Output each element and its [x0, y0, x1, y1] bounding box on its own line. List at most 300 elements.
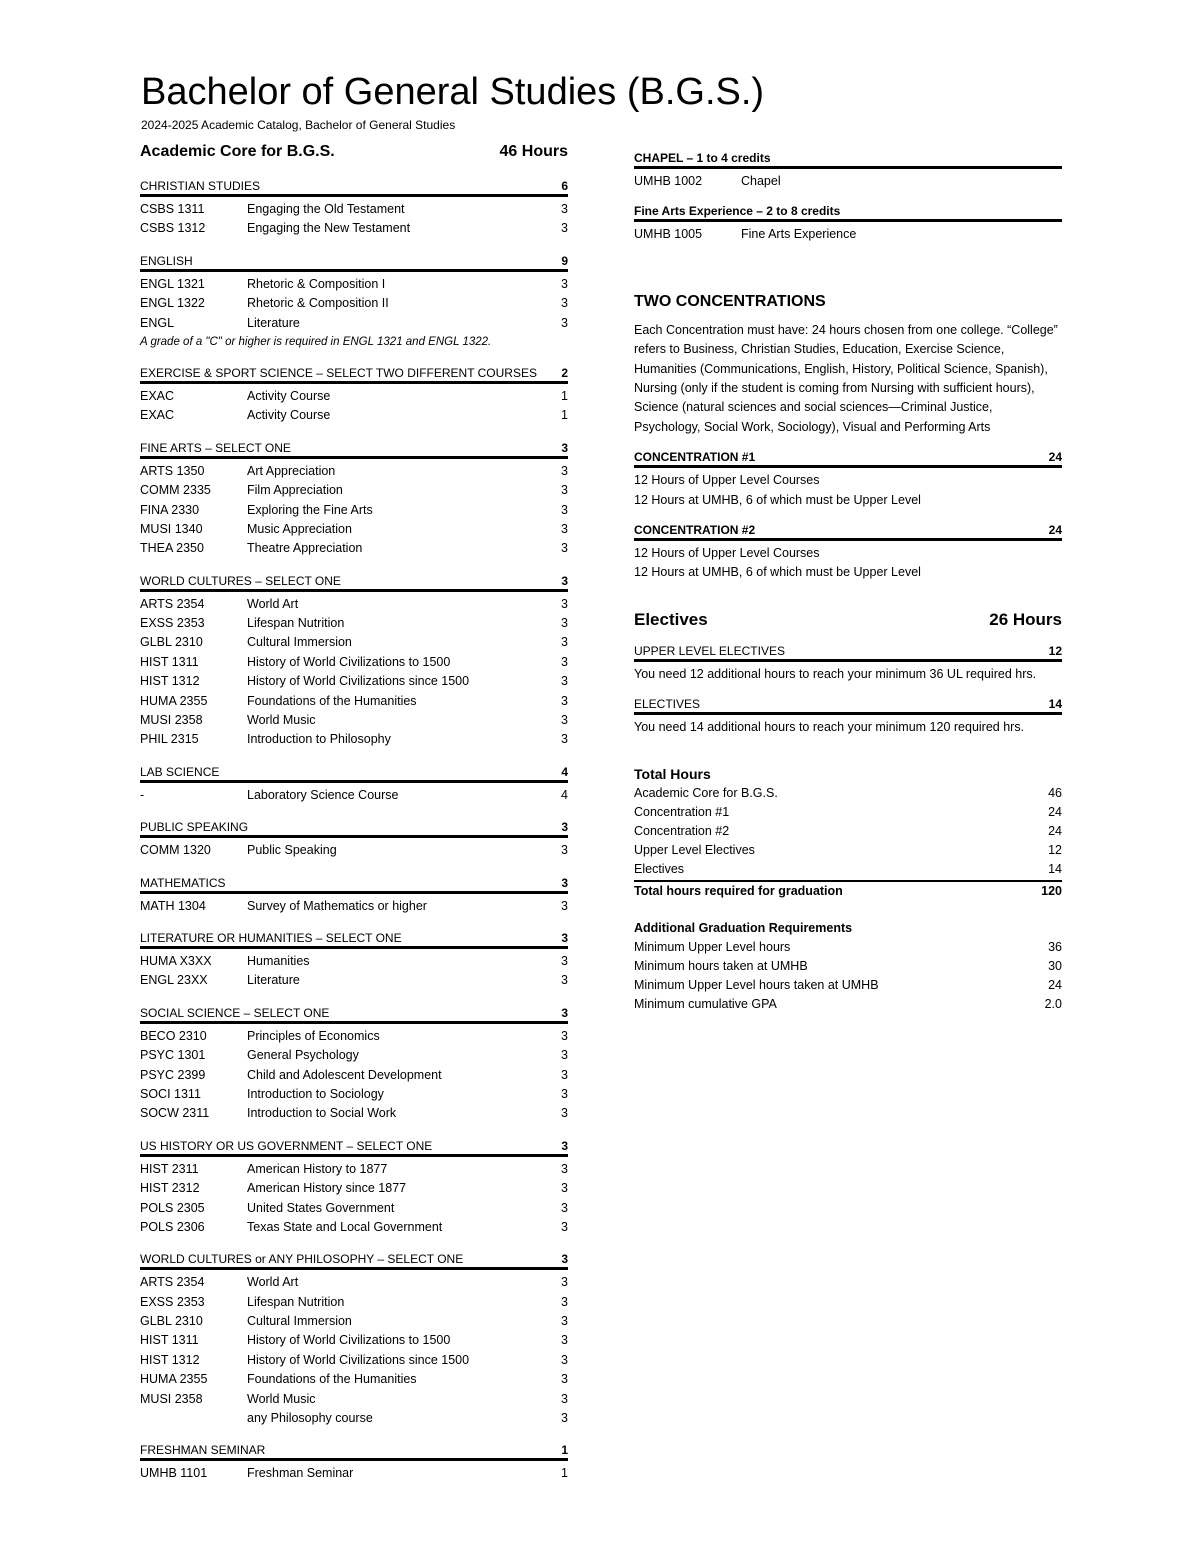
course-section — [140, 819, 568, 860]
course-credits: 3 — [561, 1333, 568, 1348]
course-section — [140, 440, 568, 559]
course-code: HIST 2312 — [140, 1181, 200, 1196]
course-row — [634, 172, 1062, 191]
course-title: Fine Arts Experience — [741, 227, 857, 242]
upper-level-electives — [634, 643, 1062, 684]
course-title: Public Speaking — [247, 843, 337, 858]
section-header — [634, 643, 1062, 662]
course-credits: 3 — [561, 521, 568, 536]
academic-core-title: Academic Core for B.G.S. — [140, 143, 335, 160]
course-row — [140, 711, 568, 730]
course-row — [140, 1273, 568, 1292]
section-header — [634, 449, 1062, 468]
course-code: - — [140, 787, 145, 802]
section-header — [140, 1138, 568, 1157]
course-row — [140, 1046, 568, 1065]
course-row — [140, 462, 568, 481]
course-code: EXSS 2353 — [140, 616, 205, 631]
section-name: LAB SCIENCE — [140, 764, 220, 779]
course-code: ENGL 1322 — [140, 296, 205, 311]
additional-requirement-row — [634, 957, 1062, 976]
course-title: History of World Civilizations to 1500 — [247, 654, 451, 669]
course-title: Rhetoric & Composition I — [247, 276, 386, 291]
concentrations-heading: TWO CONCENTRATIONS — [634, 292, 826, 310]
course-title: Rhetoric & Composition II — [247, 296, 389, 311]
course-code: CSBS 1311 — [140, 202, 205, 216]
course-credits: 3 — [561, 732, 568, 747]
course-credits: 3 — [561, 1161, 568, 1176]
course-credits: 3 — [561, 1048, 568, 1063]
course-code: CSBS 1312 — [140, 221, 206, 236]
course-code: ARTS 1350 — [140, 463, 205, 478]
course-section — [140, 1138, 568, 1238]
section-hours: 14 — [1048, 697, 1062, 712]
section-hours: 3 — [561, 820, 568, 835]
course-title: Music Appreciation — [247, 521, 352, 536]
concentrations-description: Each Concentration must have: 24 hours chosen from one college. “College” refers to Business, Christian Studies, Education, Exercise Science, Humanities (Communications, English, History, Political Science, Spanish), Nursing (only if the student is coming from Nursing with sufficient hours), Science (natural sciences and social sciences—Criminal Justice, Psychology, Social Work, Sociology), Visual and Performing Arts — [634, 322, 1058, 434]
course-row — [140, 1179, 568, 1198]
course-row — [140, 653, 568, 672]
section-hours: 3 — [561, 1138, 568, 1153]
course-code: HIST 1312 — [140, 674, 200, 689]
total-hours-row — [634, 860, 1062, 879]
course-credits: 3 — [561, 1391, 568, 1406]
course-code: ARTS 2354 — [140, 596, 205, 611]
section-hours: 4 — [561, 764, 568, 779]
course-credits: 3 — [561, 1181, 568, 1196]
section-header — [140, 1005, 568, 1024]
course-row — [140, 1066, 568, 1085]
course-credits: 3 — [561, 1294, 568, 1309]
course-credits: 3 — [561, 1200, 568, 1215]
course-section — [140, 253, 568, 351]
total-row-value: 24 — [1048, 804, 1062, 819]
additional-requirements-heading: Additional Graduation Requirements — [634, 920, 853, 935]
course-code: FINA 2330 — [140, 502, 200, 517]
course-credits: 3 — [561, 502, 568, 517]
course-row — [140, 971, 568, 990]
course-row — [140, 1160, 568, 1179]
course-row — [634, 225, 1062, 244]
course-credits: 3 — [561, 541, 568, 556]
course-title: Foundations of the Humanities — [247, 1372, 417, 1387]
course-row — [140, 219, 568, 238]
course-code: GLBL 2310 — [140, 635, 203, 650]
section-hours: 12 — [1048, 643, 1062, 658]
course-title: Activity Course — [247, 388, 331, 403]
section-name: FRESHMAN SEMINAR — [140, 1443, 266, 1458]
course-title: Lifespan Nutrition — [247, 616, 345, 631]
total-hours-table — [634, 784, 1062, 880]
total-hours-row — [634, 803, 1062, 822]
course-title: United States Government — [247, 1200, 395, 1215]
general-electives — [634, 696, 1062, 737]
course-credits: 3 — [561, 596, 568, 611]
total-hours-row — [634, 841, 1062, 860]
course-code: HIST 1311 — [140, 654, 199, 669]
section-header — [140, 440, 568, 459]
course-row — [140, 633, 568, 652]
course-title: Humanities — [247, 953, 310, 968]
course-section — [140, 365, 568, 426]
course-credits: 3 — [561, 898, 568, 913]
section-header — [140, 819, 568, 838]
course-row — [140, 1199, 568, 1218]
course-row — [140, 595, 568, 614]
requirement-value: 30 — [1048, 959, 1062, 974]
section-header — [140, 930, 568, 949]
course-title: World Music — [247, 1391, 316, 1406]
course-title: Theatre Appreciation — [247, 541, 363, 556]
total-row-value: 12 — [1048, 843, 1062, 858]
course-code — [140, 1409, 247, 1428]
total-row-label: Concentration #2 — [634, 824, 730, 839]
section-note: A grade of a "C" or higher is required in ENGL 1321 and ENGL 1322. — [140, 335, 492, 348]
total-hours-row — [634, 822, 1062, 841]
course-code: HIST 1312 — [140, 1352, 200, 1367]
course-code: SOCI 1311 — [140, 1086, 201, 1101]
course-credits: 3 — [561, 1067, 568, 1082]
course-code: ENGL — [140, 315, 175, 330]
fine-arts-experience-section — [634, 203, 1062, 244]
course-credits: 3 — [561, 1314, 568, 1329]
course-title: World Art — [247, 596, 299, 611]
course-credits: 1 — [561, 388, 568, 403]
course-code: HUMA 2355 — [140, 1372, 208, 1387]
additional-requirements-table — [634, 938, 1062, 1015]
course-code: MATH 1304 — [140, 898, 206, 913]
course-section — [140, 764, 568, 805]
total-hours-heading: Total Hours — [634, 765, 711, 782]
page-title: Bachelor of General Studies (B.G.S.) — [141, 71, 765, 113]
section-hours: 3 — [561, 1252, 568, 1267]
course-code: BECO 2310 — [140, 1028, 207, 1043]
section-hours: 2 — [561, 365, 568, 380]
course-credits: 3 — [561, 1028, 568, 1043]
course-title: Freshman Seminar — [247, 1466, 354, 1481]
section-header — [140, 178, 568, 197]
section-name: MATHEMATICS — [140, 875, 226, 890]
course-title: General Psychology — [247, 1048, 359, 1063]
section-header — [140, 365, 568, 384]
course-code: MUSI 2358 — [140, 713, 203, 728]
total-hours-sum-row — [634, 880, 1062, 901]
course-code: HUMA 2355 — [140, 693, 208, 708]
section-header — [634, 696, 1062, 715]
course-title: Principles of Economics — [247, 1028, 380, 1043]
section-header — [634, 150, 1062, 169]
course-title: Activity Course — [247, 408, 331, 423]
academic-core-header — [140, 142, 568, 166]
section-name: LITERATURE OR HUMANITIES – SELECT ONE — [140, 930, 402, 945]
course-credits: 3 — [561, 1411, 568, 1426]
requirement-value: 2.0 — [1044, 997, 1062, 1012]
course-code: PSYC 1301 — [140, 1048, 206, 1063]
section-name: CONCENTRATION #2 — [634, 523, 756, 538]
section-header — [140, 1251, 568, 1270]
course-credits: 3 — [561, 1372, 568, 1387]
section-name: ELECTIVES — [634, 697, 701, 712]
section-name: EXERCISE & SPORT SCIENCE – SELECT TWO DIFFERENT COURSES — [140, 365, 537, 380]
course-code: UMHB 1005 — [634, 227, 703, 242]
course-section — [140, 1442, 568, 1483]
course-row — [140, 692, 568, 711]
course-row — [140, 1390, 568, 1409]
course-row — [140, 672, 568, 691]
course-title: Cultural Immersion — [247, 635, 352, 650]
course-code: EXAC — [140, 408, 175, 423]
concentration-2 — [634, 522, 1062, 583]
course-title: Engaging the New Testament — [247, 221, 411, 236]
section-hours: 3 — [561, 573, 568, 588]
course-row — [140, 387, 568, 406]
total-label: Total hours required for graduation — [634, 883, 843, 898]
course-title: Introduction to Sociology — [247, 1086, 384, 1101]
course-row — [140, 539, 568, 558]
requirement-line: 12 Hours at UMHB, 6 of which must be Upper Level — [634, 492, 921, 507]
course-title: American History to 1877 — [247, 1161, 388, 1176]
course-title: Art Appreciation — [247, 463, 336, 478]
course-code: HIST 2311 — [140, 1161, 199, 1176]
section-name: Fine Arts Experience – 2 to 8 credits — [634, 204, 841, 219]
course-title: Introduction to Social Work — [247, 1106, 397, 1121]
requirement-line: 12 Hours of Upper Level Courses — [634, 546, 820, 561]
course-title: Child and Adolescent Development — [247, 1067, 442, 1082]
section-name: WORLD CULTURES – SELECT ONE — [140, 573, 341, 588]
course-title: Survey of Mathematics or higher — [247, 898, 427, 913]
additional-requirement-row — [634, 976, 1062, 995]
course-code: THEA 2350 — [140, 541, 204, 556]
course-code: HIST 1311 — [140, 1333, 199, 1348]
course-code: POLS 2305 — [140, 1200, 205, 1215]
course-title: any Philosophy course — [247, 1411, 373, 1426]
section-name: ENGLISH — [140, 253, 193, 268]
course-code: MUSI 1340 — [140, 521, 203, 536]
course-row — [140, 406, 568, 425]
course-title: World Art — [247, 1275, 299, 1290]
electives-title: Electives — [634, 609, 708, 629]
course-credits: 3 — [561, 654, 568, 669]
course-credits: 3 — [561, 674, 568, 689]
course-row — [140, 1331, 568, 1350]
left-column — [140, 142, 568, 1498]
course-title: American History since 1877 — [247, 1181, 407, 1196]
section-name: UPPER LEVEL ELECTIVES — [634, 643, 785, 658]
section-header — [634, 203, 1062, 222]
section-hours: 3 — [561, 1005, 568, 1020]
course-row — [140, 1312, 568, 1331]
section-hours: 3 — [561, 875, 568, 890]
course-title: Foundations of the Humanities — [247, 693, 417, 708]
section-name: CHRISTIAN STUDIES — [140, 179, 261, 193]
requirement-line: You need 12 additional hours to reach your minimum 36 UL required hrs. — [634, 666, 1037, 681]
section-header — [140, 1442, 568, 1461]
course-title: Cultural Immersion — [247, 1314, 352, 1329]
section-name: WORLD CULTURES or ANY PHILOSOPHY – SELECT ONE — [140, 1252, 464, 1267]
course-title: Chapel — [741, 174, 781, 188]
course-credits: 3 — [561, 973, 568, 988]
requirement-label: Minimum hours taken at UMHB — [634, 959, 808, 974]
section-name: US HISTORY OR US GOVERNMENT – SELECT ONE — [140, 1138, 433, 1153]
course-credits: 3 — [561, 1106, 568, 1121]
course-row — [140, 501, 568, 520]
section-header — [140, 573, 568, 592]
course-section — [140, 875, 568, 916]
course-title: Laboratory Science Course — [247, 787, 399, 802]
course-credits: 3 — [561, 483, 568, 498]
section-header — [140, 253, 568, 272]
course-credits: 4 — [561, 787, 568, 802]
course-title: History of World Civilizations to 1500 — [247, 1333, 451, 1348]
course-credits: 3 — [561, 221, 568, 236]
section-name: CHAPEL – 1 to 4 credits — [634, 151, 771, 165]
course-code: COMM 2335 — [140, 483, 211, 498]
requirement-line: You need 14 additional hours to reach your minimum 120 required hrs. — [634, 720, 1025, 735]
course-row — [140, 1409, 568, 1428]
course-row — [140, 952, 568, 971]
course-credits: 3 — [561, 693, 568, 708]
section-name: SOCIAL SCIENCE – SELECT ONE — [140, 1005, 330, 1020]
course-section — [140, 1251, 568, 1428]
requirement-label: Minimum Upper Level hours taken at UMHB — [634, 978, 879, 993]
course-section — [140, 1005, 568, 1124]
section-hours: 3 — [561, 930, 568, 945]
course-title: Literature — [247, 315, 300, 330]
course-row — [140, 481, 568, 500]
right-column — [634, 150, 1062, 1015]
page-subtitle: 2024-2025 Academic Catalog, Bachelor of General Studies — [141, 118, 456, 132]
course-title: World Music — [247, 713, 316, 728]
course-section — [140, 178, 568, 239]
course-credits: 3 — [561, 315, 568, 330]
core-sections — [140, 178, 568, 1484]
course-code: COMM 1320 — [140, 843, 211, 858]
course-row — [140, 1293, 568, 1312]
course-title: Lifespan Nutrition — [247, 1294, 345, 1309]
course-title: Introduction to Philosophy — [247, 732, 391, 747]
section-header — [634, 522, 1062, 541]
section-hours: 1 — [561, 1443, 568, 1458]
course-row — [140, 520, 568, 539]
course-code: EXAC — [140, 388, 175, 403]
total-row-label: Academic Core for B.G.S. — [634, 785, 778, 800]
course-title: History of World Civilizations since 1500 — [247, 674, 470, 689]
course-credits: 1 — [561, 408, 568, 423]
section-name: FINE ARTS – SELECT ONE — [140, 440, 291, 455]
course-title: Texas State and Local Government — [247, 1219, 443, 1234]
requirement-label: Minimum Upper Level hours — [634, 939, 791, 954]
total-row-value: 24 — [1048, 824, 1062, 839]
course-title: Engaging the Old Testament — [247, 202, 405, 216]
course-code: HUMA X3XX — [140, 953, 212, 968]
course-credits: 1 — [561, 1466, 568, 1481]
course-code: POLS 2306 — [140, 1219, 205, 1234]
course-credits: 3 — [561, 276, 568, 291]
total-row-value: 14 — [1048, 862, 1062, 877]
concentration-1 — [634, 449, 1062, 510]
course-code: ENGL 23XX — [140, 973, 208, 988]
course-credits: 3 — [561, 202, 568, 216]
course-row — [140, 1370, 568, 1389]
course-row — [140, 1027, 568, 1046]
section-hours: 9 — [561, 253, 568, 268]
course-section — [140, 573, 568, 750]
course-credits: 3 — [561, 463, 568, 478]
course-title: History of World Civilizations since 1500 — [247, 1352, 470, 1367]
total-row-label: Electives — [634, 862, 685, 877]
course-credits: 3 — [561, 616, 568, 631]
course-credits: 3 — [561, 1275, 568, 1290]
total-value: 120 — [1041, 883, 1062, 898]
course-credits: 3 — [561, 843, 568, 858]
requirement-line: 12 Hours at UMHB, 6 of which must be Upper Level — [634, 565, 921, 580]
requirement-line: 12 Hours of Upper Level Courses — [634, 473, 820, 488]
course-row — [140, 294, 568, 313]
section-hours: 6 — [561, 179, 568, 193]
course-credits: 3 — [561, 635, 568, 650]
total-row-label: Upper Level Electives — [634, 843, 755, 858]
section-name: PUBLIC SPEAKING — [140, 820, 249, 835]
section-name: CONCENTRATION #1 — [634, 450, 756, 465]
additional-requirement-row — [634, 938, 1062, 957]
course-row — [140, 614, 568, 633]
course-row — [140, 786, 568, 805]
course-row — [140, 1464, 568, 1483]
course-code: UMHB 1002 — [634, 174, 703, 188]
course-credits: 3 — [561, 1352, 568, 1367]
course-code: ARTS 2354 — [140, 1275, 205, 1290]
course-code: SOCW 2311 — [140, 1106, 210, 1121]
course-section — [140, 930, 568, 991]
section-hours: 24 — [1048, 450, 1062, 465]
course-row — [140, 1085, 568, 1104]
course-code: PHIL 2315 — [140, 732, 199, 747]
course-row — [140, 1218, 568, 1237]
course-row — [140, 1351, 568, 1370]
course-row — [140, 730, 568, 749]
electives-header — [634, 607, 1062, 633]
course-code: EXSS 2353 — [140, 1294, 205, 1309]
course-row — [140, 1104, 568, 1123]
additional-requirement-row — [634, 995, 1062, 1014]
course-credits: 3 — [561, 296, 568, 311]
course-code: MUSI 2358 — [140, 1391, 203, 1406]
course-row — [140, 200, 568, 219]
course-credits: 3 — [561, 713, 568, 728]
chapel-section — [634, 150, 1062, 191]
course-code: ENGL 1321 — [140, 276, 205, 291]
requirement-label: Minimum cumulative GPA — [634, 997, 777, 1012]
course-row — [140, 275, 568, 294]
total-row-value: 46 — [1048, 785, 1062, 800]
course-title: Film Appreciation — [247, 483, 343, 498]
section-header — [140, 875, 568, 894]
course-code: GLBL 2310 — [140, 1314, 203, 1329]
total-hours-row — [634, 784, 1062, 803]
requirement-value: 24 — [1048, 978, 1062, 993]
section-hours: 3 — [561, 440, 568, 455]
course-title: Exploring the Fine Arts — [247, 502, 373, 517]
section-hours: 24 — [1048, 523, 1062, 538]
academic-core-hours: 46 Hours — [499, 143, 568, 160]
course-row — [140, 841, 568, 860]
requirement-value: 36 — [1048, 939, 1062, 954]
course-credits: 3 — [561, 953, 568, 968]
electives-hours: 26 Hours — [989, 609, 1062, 629]
course-code: PSYC 2399 — [140, 1067, 206, 1082]
course-row — [140, 314, 568, 333]
course-title: Literature — [247, 973, 300, 988]
